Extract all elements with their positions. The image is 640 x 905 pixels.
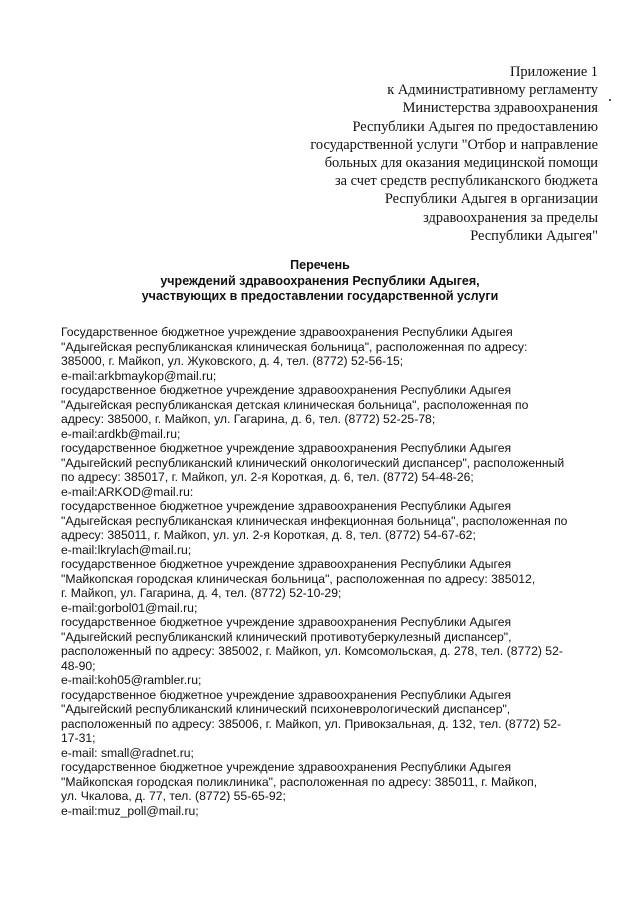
header-line: Республики Адыгея"	[470, 227, 598, 244]
list-line: "Майкопская городская поликлиника", расположенная по адресу: 385011, г. Майкоп,	[61, 774, 538, 789]
list-line: e-mail:koh05@rambler.ru;	[61, 673, 202, 687]
list-line: г. Майкоп, ул. Гагарина, д. 4, тел. (8772) 52-10-29;	[61, 586, 342, 600]
list-line: e-mail:lkrylach@mail.ru;	[61, 542, 192, 557]
list-line: e-mail:gorbol01@mail.ru;	[61, 600, 198, 615]
list-line: 48-90;	[61, 658, 96, 673]
list-line: по адресу: 385017, г. Майкоп, ул. 2-я Короткая, д. 6, тел. (8772) 54-48-26;	[61, 470, 474, 484]
title-line: участвующих в предоставлении государственной услуги	[141, 289, 499, 303]
title-line: учреждений здравоохранения Республики Адыгея,	[160, 273, 480, 288]
header-line: Республики Адыгея по предоставлению	[352, 118, 598, 135]
list-line: государственное бюджетное учреждение здравоохранения Республики Адыгея	[61, 557, 512, 571]
list-line: адресу: 385000, г. Майкоп, ул. Гагарина, д. 6, тел. (8772) 52-25-78;	[61, 412, 436, 426]
list-line: "Адыгейская республиканская клиническая больница", расположенная по адресу:	[61, 339, 528, 354]
scan-speck	[609, 99, 611, 101]
document-title	[0, 258, 640, 305]
list-line: 385000, г. Майкоп, ул. Жуковского, д. 4, тел. (8772) 52-56-15;	[61, 354, 404, 368]
list-line: "Майкопская городская клиническая больница", расположенная по адресу: 385012,	[61, 571, 536, 586]
header-line: государственной услуги "Отбор и направление	[310, 136, 598, 153]
institution-list	[61, 325, 606, 818]
list-line: "Адыгейская республиканская детская клиническая больница", расположенная по	[61, 397, 529, 412]
header-line: Приложение 1	[509, 64, 598, 80]
list-line: государственное бюджетное учреждение здравоохранения Республики Адыгея	[61, 383, 512, 397]
list-line: "Адыгейский республиканский клинический противотуберкулезный диспансер",	[61, 629, 512, 644]
header-line: Республики Адыгея в организации	[384, 191, 598, 208]
list-line: ул. Чкалова, д. 77, тел. (8772) 55-65-92;	[61, 789, 286, 803]
list-line: "Адыгейский республиканский клинический онкологический диспансер", расположенный	[61, 455, 565, 470]
header-line: больных для оказания медицинской помощи	[324, 155, 598, 172]
header-line: здравоохранения за пределы	[423, 209, 598, 226]
list-line: государственное бюджетное учреждение здравоохранения Республики Адыгея	[61, 615, 512, 629]
list-line: e-mail:ARKOD@mail.ru:	[61, 484, 194, 499]
list-line: государственное бюджетное учреждение здравоохранения Республики Адыгея	[61, 760, 512, 774]
list-line: 17-31;	[61, 731, 96, 745]
list-line: e-mail:muz_poll@mail.ru;	[61, 803, 199, 818]
list-line: e-mail:ardkb@mail.ru;	[61, 426, 181, 441]
list-line: адресу: 385011, г. Майкоп, ул. ул. 2-я Короткая, д. 8, тел. (8772) 54-67-62;	[61, 528, 476, 542]
list-line: государственное бюджетное учреждение здравоохранения Республики Адыгея	[61, 687, 512, 702]
header-line: за счет средств республиканского бюджета	[334, 173, 598, 190]
header-line: к Административному регламенту	[387, 82, 598, 99]
list-line: Государственное бюджетное учреждение здравоохранения Республики Адыгея	[61, 325, 513, 339]
title-line: Перечень	[290, 258, 350, 272]
list-line: расположенный по адресу: 385002, г. Майкоп, ул. Комсомольская, д. 278, тел. (8772) 52-	[61, 644, 563, 658]
list-line: государственное бюджетное учреждение здравоохранения Республики Адыгея	[61, 499, 512, 513]
list-line: "Адыгейская республиканская клиническая инфекционная больница", расположенная по	[61, 513, 568, 528]
list-line: "Адыгейский республиканский клинический психоневрологический диспансер",	[61, 702, 511, 716]
list-line: расположенный по адресу: 385006, г. Майкоп, ул. Привокзальная, д. 132, тел. (8772) 52-	[61, 716, 562, 731]
list-line: e-mail:arkbmaykop@mail.ru;	[61, 368, 217, 383]
list-line: государственное бюджетное учреждение здравоохранения Республики Адыгея	[61, 441, 512, 455]
list-line: e-mail: small@radnet.ru;	[61, 745, 194, 760]
appendix-header	[268, 63, 598, 245]
header-line: Министерства здравоохранения	[402, 100, 598, 117]
